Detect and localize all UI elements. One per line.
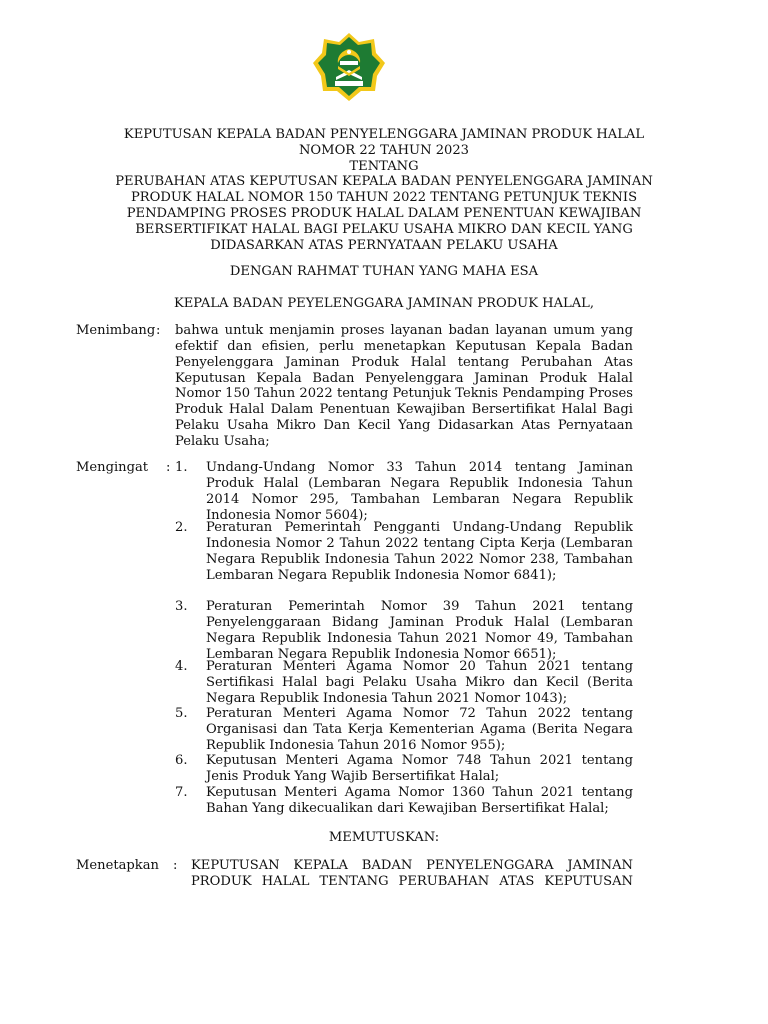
title-line: TENTANG (349, 158, 419, 174)
document-title (60, 127, 708, 253)
list-item: Keputusan Menteri Agama Nomor 1360 Tahun 2021 tentang Bahan Yang dikecualikan dari Kewajiban Bersertifikat Halal; (206, 785, 633, 816)
title-line: KEPUTUSAN KEPALA BADAN PENYELENGGARA JAMINAN PRODUK HALAL (123, 127, 645, 142)
list-item-number: 3. (175, 599, 188, 614)
menimbang-label: Menimbang (76, 323, 156, 338)
title-line: BERSERTIFIKAT HALAL BAGI PELAKU USAHA MIKRO DAN KECIL YANG (135, 221, 633, 237)
menetapkan-colon: : (173, 858, 178, 873)
list-item-number: 6. (175, 753, 188, 768)
menetapkan-text: KEPUTUSAN KEPALA BADAN PENYELENGGARA JAMINAN PRODUK HALAL TENTANG PERUBAHAN ATAS KEPUTUSAN (191, 858, 633, 889)
list-item: Peraturan Menteri Agama Nomor 72 Tahun 2022 tentang Organisasi dan Tata Kerja Kementerian Agama (Berita Negara Republik Indonesia Tahun 2016 Nomor 955); (206, 706, 633, 753)
list-item-number: 7. (175, 785, 188, 800)
mengingat-colon: : (166, 460, 171, 475)
title-line: DIDASARKAN ATAS PERNYATAAN PELAKU USAHA (210, 237, 558, 253)
title-number: NOMOR 22 TAHUN 2023 (298, 142, 470, 158)
list-item: Peraturan Pemerintah Nomor 39 Tahun 2021 tentang Penyelenggaraan Bidang Jaminan Produk Halal (Lembaran Negara Republik Indonesia Tahun 2021 Nomor 49, Tambahan Lembaran Negara Republik Indonesia Nomor 6651); (206, 599, 633, 662)
list-item: Keputusan Menteri Agama Nomor 748 Tahun 2021 tentang Jenis Produk Yang Wajib Bersertifikat Halal; (206, 753, 633, 784)
title-line: PRODUK HALAL NOMOR 150 TAHUN 2022 TENTANG PETUNJUK TEKNIS (130, 190, 638, 206)
ministry-logo (313, 33, 385, 101)
list-item-number: 5. (175, 706, 188, 721)
kepala-line: KEPALA BADAN PEYELENGGARA JAMINAN PRODUK HALAL, (173, 296, 595, 311)
memutuskan-heading: MEMUTUSKAN: (328, 830, 440, 845)
list-item: Peraturan Pemerintah Pengganti Undang-Undang Republik Indonesia Nomor 2 Tahun 2022 tentang Cipta Kerja (Lembaran Negara Republik Indonesia Tahun 2022 Nomor 238, Tambahan Lembaran Negara Republik Indonesia Nomor 6841); (206, 520, 633, 583)
menetapkan-label: Menetapkan (76, 858, 159, 873)
list-item: Peraturan Menteri Agama Nomor 20 Tahun 2021 tentang Sertifikasi Halal bagi Pelaku Usaha Mikro dan Kecil (Berita Negara Republik Indonesia Tahun 2021 Nomor 1043); (206, 659, 633, 706)
list-item: Undang-Undang Nomor 33 Tahun 2014 tentang Jaminan Produk Halal (Lembaran Negara Republik Indonesia Tahun 2014 Nomor 295, Tambahan Lembaran Negara Republik Indonesia Nomor 5604); (206, 460, 633, 523)
menimbang-colon: : (156, 323, 161, 338)
kemenag-emblem-icon (313, 33, 385, 101)
title-line: PERUBAHAN ATAS KEPUTUSAN KEPALA BADAN PENYELENGGARA JAMINAN (115, 174, 653, 190)
list-item-number: 4. (175, 659, 188, 674)
title-line: PENDAMPING PROSES PRODUK HALAL DALAM PENENTUAN KEWAJIBAN (126, 205, 642, 221)
rahmat-line: DENGAN RAHMAT TUHAN YANG MAHA ESA (229, 264, 539, 279)
menimbang-text: bahwa untuk menjamin proses layanan badan layanan umum yang efektif dan efisien, perlu menetapkan Keputusan Kepala Badan Penyelenggara Jaminan Produk Halal tentang Perubahan Atas Keputusan Kepala Badan Penyelenggara Jaminan Produk Halal Nomor 150 Tahun 2022 tentang Petunjuk Teknis Pendamping Proses Produk Halal Dalam Penentuan Kewajiban Bersertifikat Halal Bagi Pelaku Usaha Mikro Dan Kecil Yang Didasarkan Atas Pernyataan Pelaku Usaha; (175, 323, 633, 449)
mengingat-label: Mengingat (76, 460, 149, 475)
list-item-number: 1. (175, 460, 188, 475)
list-item-number: 2. (175, 520, 188, 535)
